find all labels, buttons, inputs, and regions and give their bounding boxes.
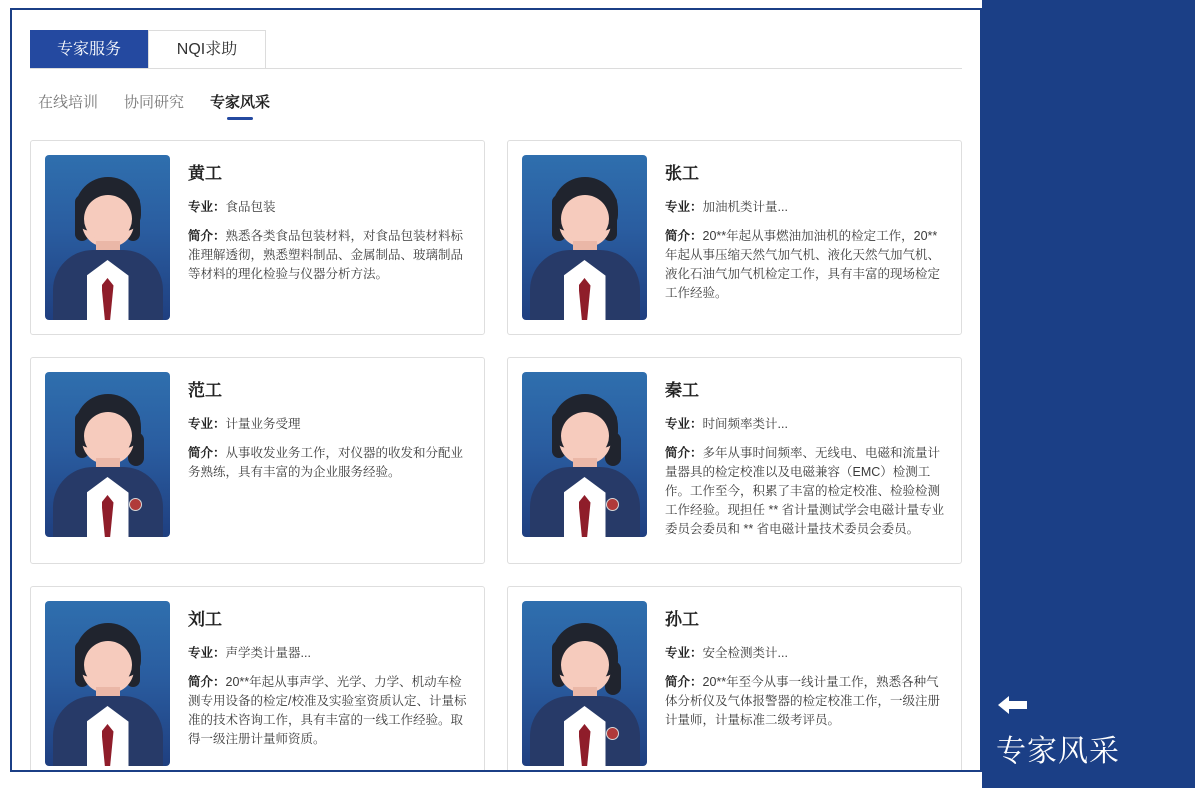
avatar — [522, 601, 647, 766]
major-label: 专业： — [188, 417, 226, 431]
tab-expert-service[interactable]: 专家服务 — [30, 30, 148, 68]
expert-name: 张工 — [665, 164, 699, 183]
expert-card[interactable] — [507, 357, 962, 564]
expert-major: 安全检测类计... — [702, 646, 788, 660]
expert-card[interactable] — [507, 586, 962, 772]
expert-card[interactable] — [507, 140, 962, 335]
intro-label: 简介： — [665, 446, 703, 460]
expert-name: 范工 — [188, 381, 222, 400]
expert-major-line — [665, 198, 947, 217]
expert-card-grid — [30, 140, 962, 772]
expert-major-line — [665, 415, 947, 434]
major-label: 专业： — [665, 646, 703, 660]
primary-tabbar — [30, 22, 962, 69]
expert-major-line — [665, 644, 947, 663]
avatar — [45, 155, 170, 320]
tab-nqi-help[interactable]: NQI求助 — [148, 30, 266, 68]
content-panel — [10, 8, 982, 772]
major-label: 专业： — [665, 200, 703, 214]
expert-info — [665, 372, 947, 549]
avatar — [45, 601, 170, 766]
expert-card[interactable] — [30, 586, 485, 772]
expert-intro-line — [188, 673, 470, 749]
expert-intro-line — [665, 227, 947, 303]
expert-intro: 20**年至今从事一线计量工作，熟悉各种气体分析仪及气体报警器的检定校准工作，一级注册计量师，计量标准二级考评员。 — [665, 675, 941, 727]
expert-intro: 从事收发业务工作，对仪器的收发和分配业务熟练，具有丰富的为企业服务经验。 — [188, 446, 464, 479]
intro-label: 简介： — [665, 675, 703, 689]
subtab-expert-showcase[interactable]: 专家风采 — [210, 91, 270, 120]
expert-info — [188, 155, 470, 320]
expert-major-line — [188, 415, 470, 434]
avatar — [45, 372, 170, 537]
expert-intro: 熟悉各类食品包装材料，对食品包装材料标准理解透彻，熟悉塑料制品、金属制品、玻璃制品等材料的理化检验与仪器分析方法。 — [188, 229, 464, 281]
expert-name: 黄工 — [188, 164, 222, 183]
arrow-left-icon[interactable] — [996, 692, 1030, 718]
subtab-online-training[interactable]: 在线培训 — [38, 94, 99, 111]
major-label: 专业： — [665, 417, 703, 431]
expert-intro-line — [188, 444, 470, 482]
right-sidebar — [982, 0, 1195, 788]
expert-intro: 多年从事时间频率、无线电、电磁和流量计量器具的检定校准以及电磁兼容（EMC）检测工作。工作至今，积累了丰富的检定校准、检验检测工作经验。现担任 ** 省计量测试学会电磁计量专业委员会委员和 ** 省电磁计量技术委员会委员。 — [665, 446, 945, 536]
expert-info — [188, 372, 470, 549]
expert-info — [188, 601, 470, 767]
major-label: 专业： — [188, 646, 226, 660]
intro-label: 简介： — [188, 229, 226, 243]
intro-label: 简介： — [665, 229, 703, 243]
secondary-tabbar — [38, 91, 980, 120]
expert-intro-line — [665, 444, 947, 539]
expert-name: 孙工 — [665, 610, 699, 629]
expert-intro: 20**年起从事燃油加油机的检定工作，20**年起从事压缩天然气加气机、液化天然气加气机、液化石油气加气机检定工作，具有丰富的现场检定工作经验。 — [665, 229, 941, 300]
expert-major: 计量业务受理 — [225, 417, 301, 431]
expert-info — [665, 155, 947, 320]
expert-major-line — [188, 198, 470, 217]
expert-card[interactable] — [30, 140, 485, 335]
intro-label: 简介： — [188, 675, 226, 689]
expert-name: 秦工 — [665, 381, 699, 400]
expert-major: 食品包装 — [225, 200, 276, 214]
major-label: 专业： — [188, 200, 226, 214]
expert-intro-line — [665, 673, 947, 730]
expert-major: 时间频率类计... — [702, 417, 788, 431]
expert-major-line — [188, 644, 470, 663]
expert-info — [665, 601, 947, 767]
expert-card[interactable] — [30, 357, 485, 564]
expert-major: 加油机类计量... — [702, 200, 788, 214]
avatar — [522, 372, 647, 537]
expert-intro-line — [188, 227, 470, 284]
intro-label: 简介： — [188, 446, 226, 460]
subtab-collaborative-research[interactable]: 协同研究 — [124, 94, 185, 111]
expert-name: 刘工 — [188, 610, 222, 629]
expert-major: 声学类计量器... — [225, 646, 311, 660]
back-label[interactable]: 专家风采 — [996, 735, 1120, 768]
expert-intro: 20**年起从事声学、光学、力学、机动车检测专用设备的检定/校准及实验室资质认定、计量标准的技术咨询工作，具有丰富的一线工作经验。取得一级注册计量师资质。 — [188, 675, 467, 746]
avatar — [522, 155, 647, 320]
